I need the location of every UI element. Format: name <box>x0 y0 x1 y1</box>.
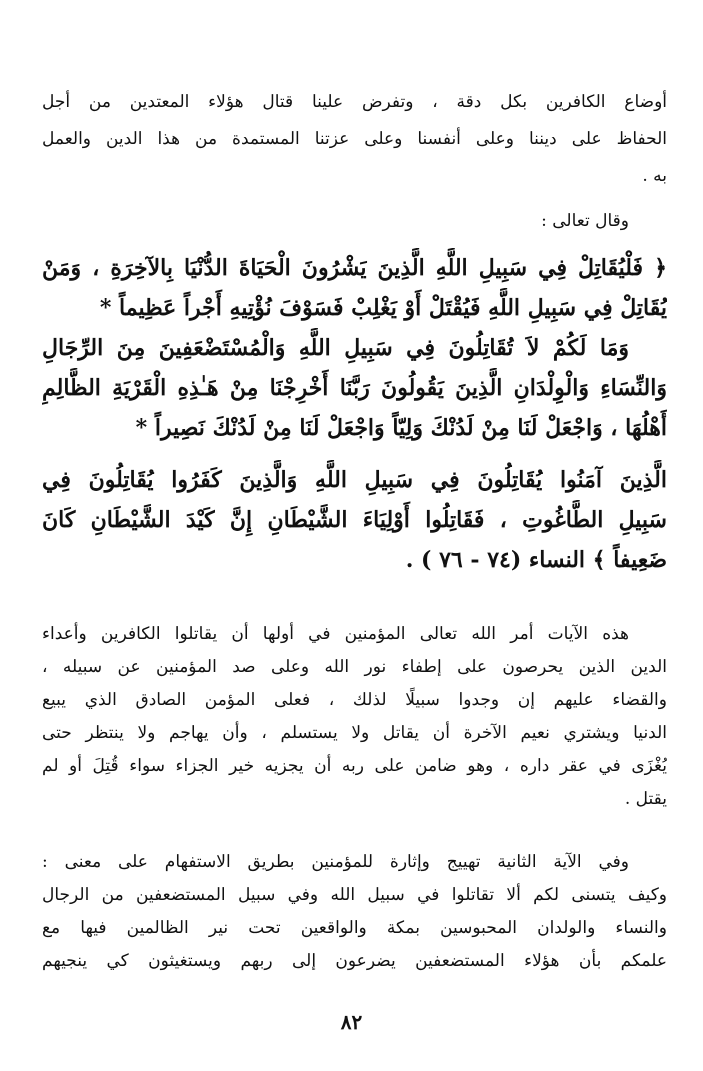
verse-line: ﴿ فَلْيُقَاتِلْ فِي سَبِيلِ اللَّهِ الَّذِينَ يَشْرُونَ الْحَيَاةَ الدُّنْيَا بِالآخِرَةِ ، وَمَنْ <box>42 255 667 281</box>
text-line: والنساء والولدان المحبوسين بمكة والواقعين تحت نير الظالمين فيها مع <box>42 918 667 938</box>
text-line: يُغْزَى في عقر داره ، وهو ضامن على ربه أن يجزيه خير الجزاء سواء قُتِلَ أو لم <box>42 756 667 776</box>
text-line: هذه الآيات أمر الله تعالى المؤمنين في أولها أن يقاتلوا الكافرين وأعداء <box>42 624 629 644</box>
verse-line: الَّذِينَ آمَنُوا يُقَاتِلُونَ فِي سَبِيلِ اللَّهِ وَالَّذِينَ كَفَرُوا يُقَاتِلُونَ فِي <box>42 467 667 493</box>
text-line: به . <box>642 166 667 186</box>
text-line: يقتل . <box>624 789 667 809</box>
commentary-paragraph-2 <box>42 846 667 978</box>
text-line: الدنيا ويشتري نعيم الآخرة أن يقاتل ولا يستسلم ، وأن يهاجم ولا ينتظر حتى <box>42 723 667 743</box>
verse-line: أَهْلُهَا ، وَاجْعَلْ لَنَا مِنْ لَدُنْكَ وَلِيّاً وَاجْعَلْ لَنَا مِنْ لَدُنْكَ نَصِيراً * <box>135 415 667 441</box>
commentary-paragraph-1 <box>42 618 667 816</box>
quran-verse-3 <box>42 460 667 580</box>
verse-line: سَبِيلِ الطَّاغُوتِ ، فَقَاتِلُوا أَوْلِيَاءَ الشَّيْطَانِ إِنَّ كَيْدَ الشَّيْطَانِ كَانَ <box>42 507 667 533</box>
page-number: ٨٢ <box>340 1010 363 1034</box>
quran-verse-2 <box>42 328 667 448</box>
text-line: والقضاء عليهم إن وجدوا سبيلًا لذلك ، فعلى المؤمن الصادق الذي يبيع <box>42 690 667 710</box>
text-line: الدين الذين يحرصون على إطفاء نور الله وعلى صد المؤمنين عن سبيله ، <box>42 657 667 677</box>
text-line: وفي الآية الثانية تهييج وإثارة للمؤمنين بطريق الاستفهام على معنى : <box>42 852 629 872</box>
verse-lead <box>42 203 667 240</box>
verse-citation-line: ضَعِيفاً ﴾ النساء (٧٤ - ٧٦ ) . <box>405 547 667 573</box>
verse-line: يُقَاتِلْ فِي سَبِيلِ اللَّهِ فَيُقْتَلْ أَوْ يَغْلِبْ فَسَوْفَ نُؤْتِيهِ أَجْراً عَظِيماً * <box>99 295 667 321</box>
text-line: وكيف يتسنى لكم ألا تقاتلوا في سبيل الله وفي سبيل المستضعفين من الرجال <box>42 885 667 905</box>
verse-line: وَالنِّسَاءِ وَالْوِلْدَانِ الَّذِينَ يَقُولُونَ رَبَّنَا أَخْرِجْنَا مِنْ هَـٰذِهِ الْقَرْيَةِ الظَّالِمِ <box>42 375 667 401</box>
text-line: أوضاع الكافرين بكل دقة ، وتفرض علينا قتال هؤلاء المعتدين من أجل <box>42 92 667 112</box>
verse-lead-text: وقال تعالى : <box>541 211 629 231</box>
text-line: الحفاظ على ديننا وعلى أنفسنا وعلى عزتنا المستمدة من هذا الدين والعمل <box>42 129 667 149</box>
verse-line: وَمَا لَكُمْ لاَ تُقَاتِلُونَ فِي سَبِيلِ اللَّهِ وَالْمُسْتَضْعَفِينَ مِنَ الرِّجَالِ <box>42 335 629 361</box>
quran-verse-1 <box>42 248 667 328</box>
intro-paragraph <box>42 84 667 195</box>
text-line: علمكم بأن هؤلاء المستضعفين يضرعون إلى ربهم ويستغيثون كي ينجيهم <box>42 951 667 971</box>
